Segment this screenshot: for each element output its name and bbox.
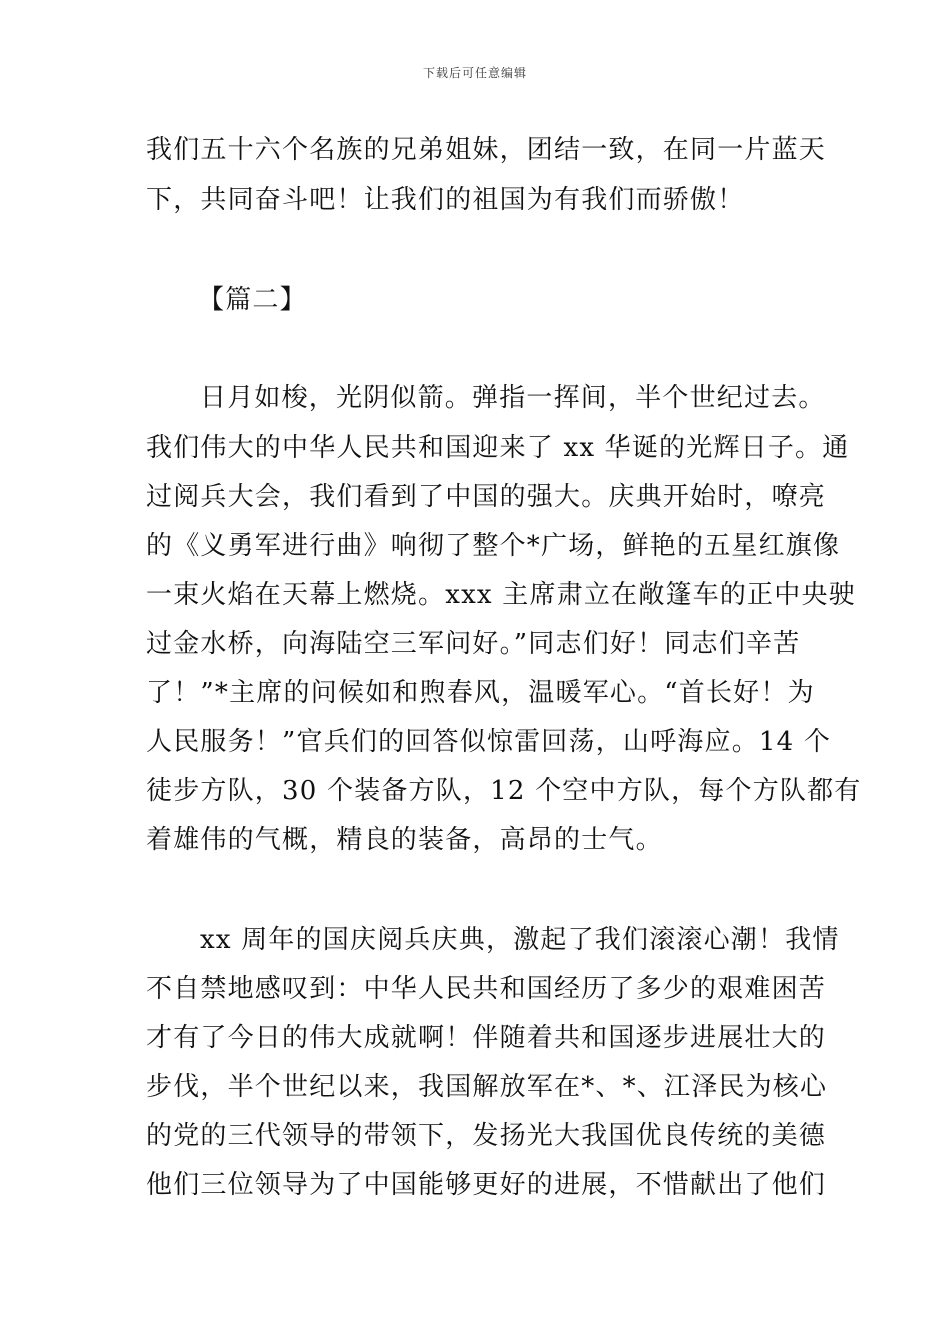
text-line: 着雄伟的气概，精良的装备，高昂的士气。 (146, 825, 663, 855)
text-line: 的《义勇军进行曲》响彻了整个*广场，鲜艳的五星红旗像 (146, 531, 841, 561)
text-line: 过阅兵大会，我们看到了中国的强大。庆典开始时，嘹亮 (146, 482, 827, 512)
text-line: 了！”*主席的问候如和煦春风，温暖军心。“首长好！为 (146, 678, 815, 708)
text-line: 一束火焰在天幕上燃烧。xxx 主席肃立在敞篷车的正中央驶 (146, 580, 856, 610)
section-heading: 【篇二】 (198, 285, 307, 315)
text-line: 过金水桥，向海陆空三军问好。”同志们好！同志们辛苦 (146, 629, 801, 659)
text-line: 徒步方队，30 个装备方队，12 个空中方队，每个方队都有 (146, 776, 862, 806)
text-line: 我们伟大的中华人民共和国迎来了 xx 华诞的光辉日子。通 (146, 433, 850, 463)
text-line: 才有了今日的伟大成就啊！伴随着共和国逐步进展壮大的 (146, 1023, 827, 1053)
text-line: 不自禁地感叹到：中华人民共和国经历了多少的艰难困苦 (146, 974, 827, 1004)
text-line: 的党的三代领导的带领下，发扬光大我国优良传统的美德 (146, 1121, 827, 1151)
text-line: 步伐，半个世纪以来，我国解放军在*、*、江泽民为核心 (146, 1072, 828, 1102)
text-line: 我们五十六个名族的兄弟姐妹，团结一致，在同一片蓝天 (146, 135, 827, 165)
text-line: 他们三位领导为了中国能够更好的进展，不惜献出了他们 (146, 1170, 827, 1200)
page-header: 下载后可任意编辑 (422, 66, 527, 80)
text-line: 日月如梭，光阴似箭。弹指一挥间，半个世纪过去。 (200, 383, 826, 413)
text-line: xx 周年的国庆阅兵庆典，激起了我们滚滚心潮！我情 (200, 925, 840, 955)
text-line: 人民服务！”官兵们的回答似惊雷回荡，山呼海应。14 个 (146, 727, 832, 757)
text-line: 下，共同奋斗吧！让我们的祖国为有我们而骄傲！ (146, 185, 745, 215)
